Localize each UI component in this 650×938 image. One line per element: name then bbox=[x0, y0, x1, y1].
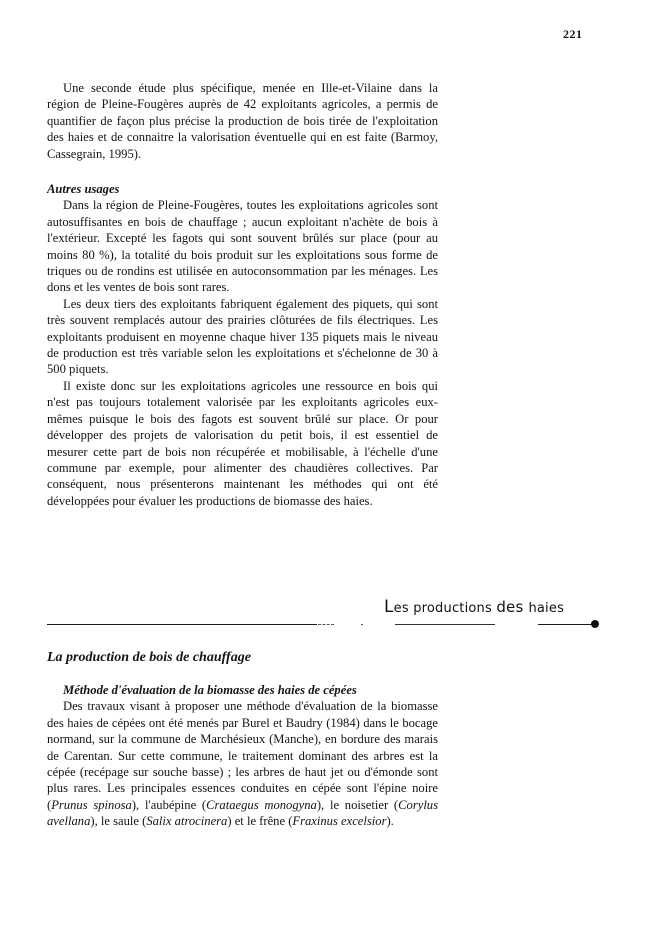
body-paragraph: Dans la région de Pleine-Fougères, toutes les exploitations agricoles sont autosuffisantes en bois de chauffage ; aucun exploitant n'achète de bois à l'extérieur. Excepté les fagots qui sont souvent brûlés sur place (pour au moins 80 %), la totalité du bois produit sur les exploitations sous forme de triques ou de rondins est utilisée en autoconsommation par les ménages. Les dons et les ventes de bois sont rares. bbox=[47, 198, 438, 295]
header-rule-dot bbox=[361, 624, 363, 625]
autres-usages-heading: Autres usages bbox=[47, 182, 120, 196]
header-rule-right bbox=[538, 624, 595, 625]
header-rule-end-dot-icon bbox=[591, 620, 599, 628]
species-name: Fraxinus excelsior bbox=[292, 814, 387, 829]
autres-usages-block bbox=[47, 181, 438, 509]
methode-block bbox=[47, 682, 438, 830]
header-rule-dash bbox=[318, 624, 334, 625]
header-rule bbox=[47, 624, 317, 625]
species-name: Prunus spinosa bbox=[51, 797, 132, 812]
body-paragraph: Les deux tiers des exploitants fabriquent également des piquets, qui sont très souvent remplacés autour des prairies clôturées de fils électriques. Les exploitants produisent en moyenne chaque hiver 135 piquets mais le niveau de production est très variable selon les exploitations et s'échelonne de 30 à 500 piquets. bbox=[47, 296, 438, 377]
page-number: 221 bbox=[563, 27, 583, 41]
species-name: Corylus avellana bbox=[47, 797, 439, 829]
section-heading: La production de bois de chauffage bbox=[47, 650, 251, 665]
species-name: Crataegus monogyna bbox=[206, 797, 317, 812]
subsection-heading: Méthode d'évaluation de la biomasse des haies de cépées bbox=[63, 683, 357, 697]
methode-paragraph: Des travaux visant à proposer une méthode d'évaluation de la biomasse des haies de cépées ont été menés par Burel et Baudry (1984) dans le bocage normand, sur la commune de Marchésieux (Manche), en bordure des marais de Carentan. Sur cette commune, le traitement dominant des arbres est la cépée (recépage sur souche basse) ; les arbres de haut jet ou d'émonde sont plus rares. Les principales essences conduites en cépée sont l'épine noire (Prunus spinosa), l'aubépine (Crataegus monogyna), le noisetier (Corylus avellana), le saule (Salix atrocinera) et le frêne (Fraxinus excelsior). bbox=[47, 699, 439, 829]
intro-block bbox=[47, 80, 438, 162]
header-rule-underline bbox=[395, 624, 495, 625]
species-name: Salix atrocinera bbox=[146, 814, 228, 829]
body-paragraph: Il existe donc sur les exploitations agricoles une ressource en bois qui n'est pas toujours totalement valorisée par les exploitants agricoles eux-mêmes puisque le bois des fagots est souvent brûlé sur place. Or pour développer des projets de valorisation du petit bois, il est essentiel de mesurer cette part de bois non récupérée et mobilisable, à l'échelle d'une commune par exemple, pour alimenter des chaudières collectives. Par conséquent, nous présenterons maintenant les méthodes qui ont été développées pour évaluer les productions de biomasse des haies. bbox=[47, 378, 438, 508]
running-header-title: Les productions des haies bbox=[384, 597, 565, 617]
intro-paragraph: Une seconde étude plus spécifique, menée en Ille-et-Vilaine dans la région de Pleine-Fougères auprès de 42 exploitants agricoles, a permis de quantifier de façon plus précise la production de bois tirée de l'exploitation des haies et de connaitre la valorisation éventuelle qui en est faite (Barmoy, Cassegrain, 1995). bbox=[47, 81, 438, 161]
